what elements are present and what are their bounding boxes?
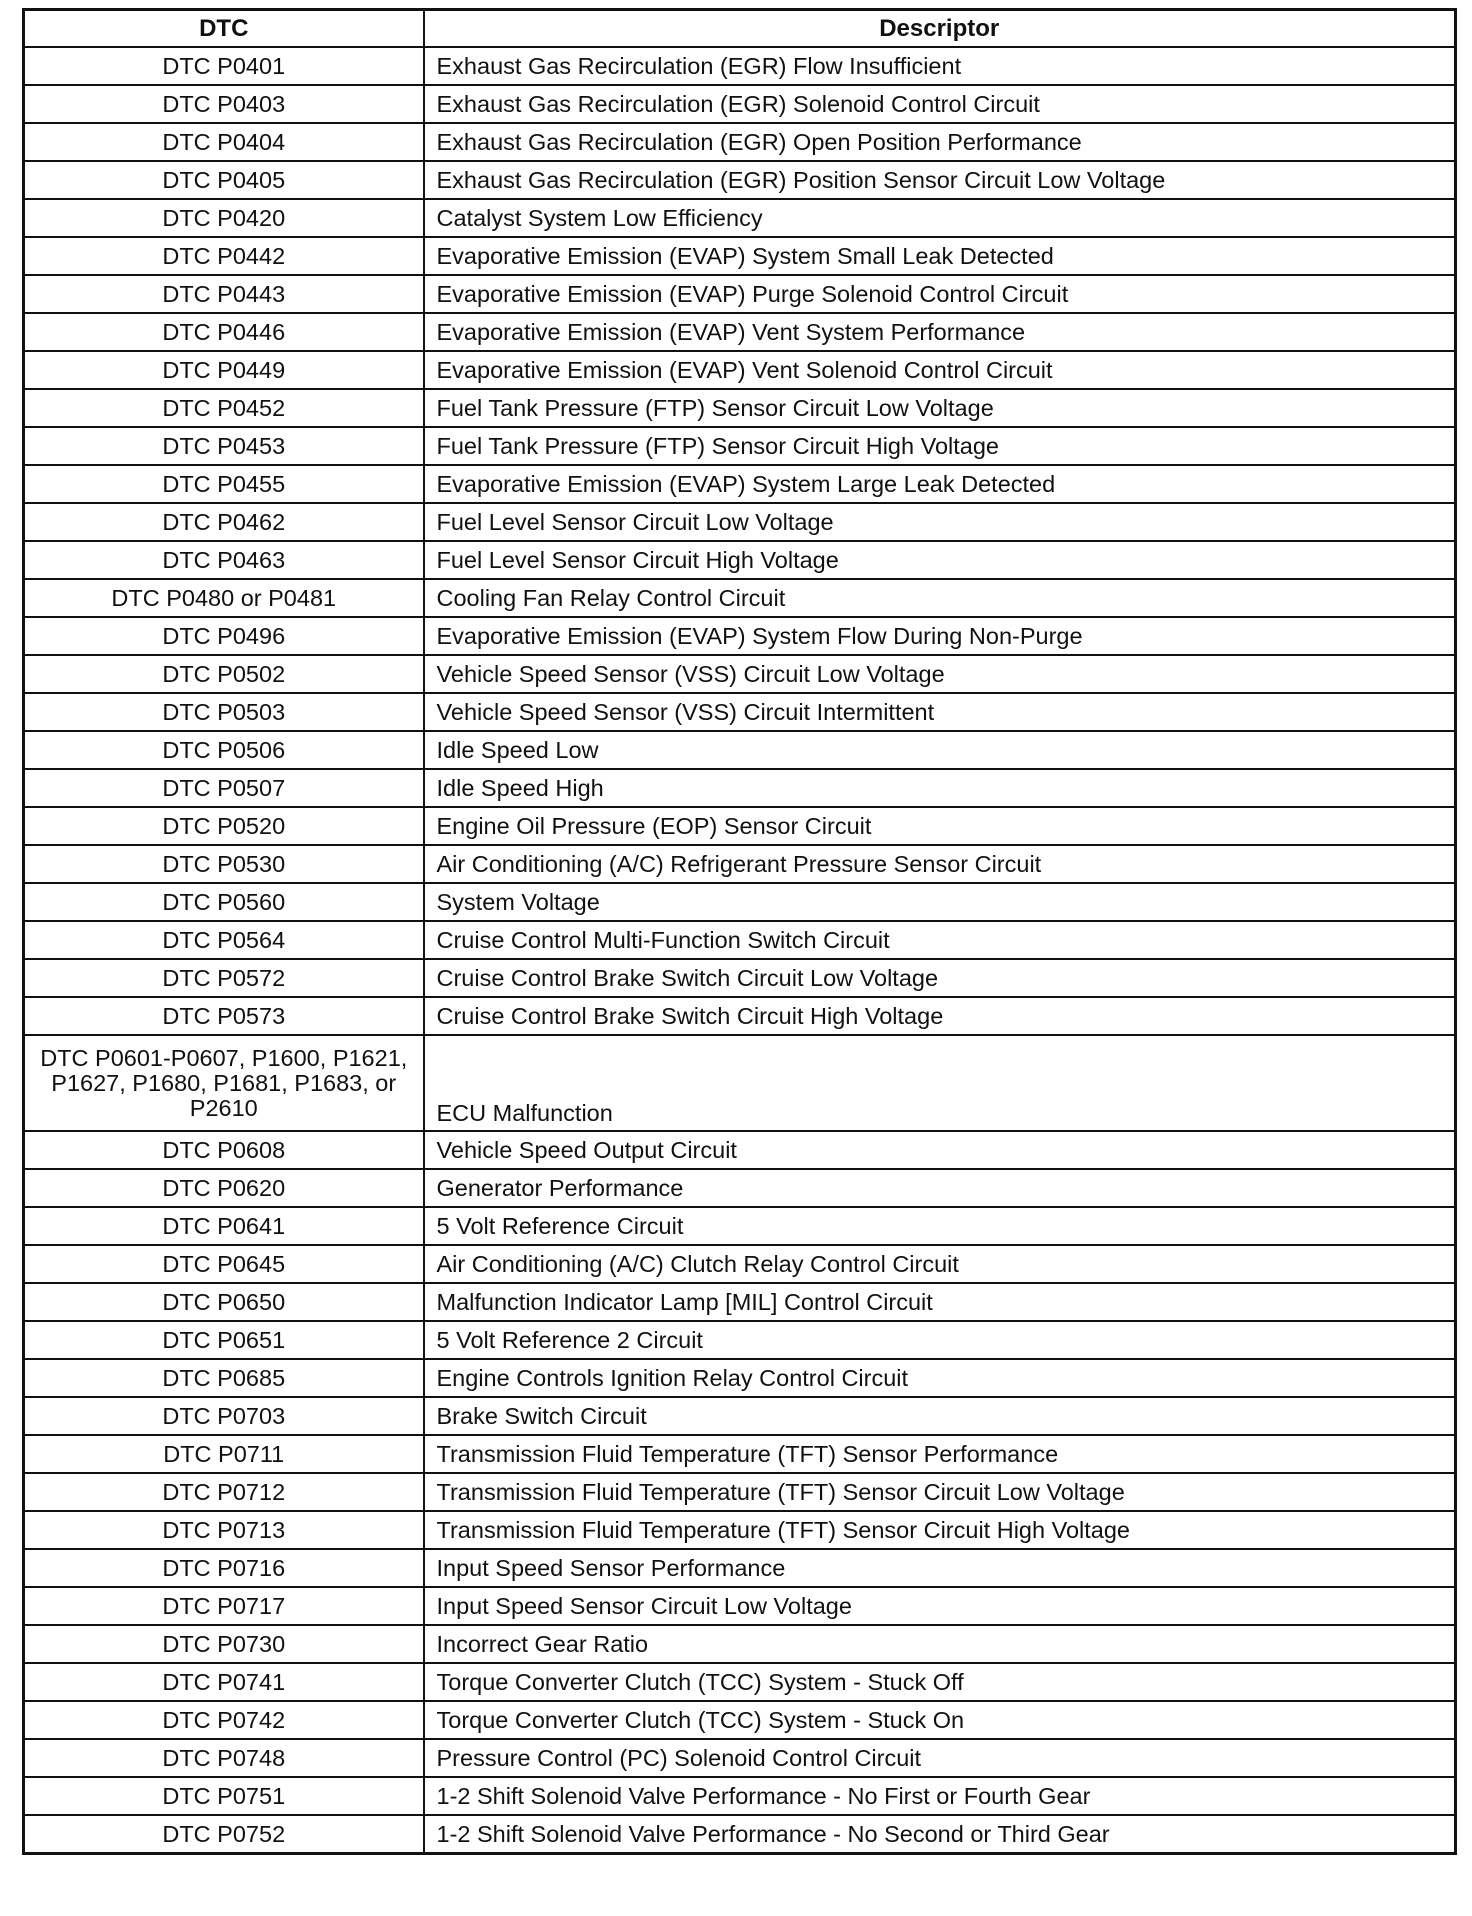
table-row [24, 883, 1456, 921]
descriptor-cell: Evaporative Emission (EVAP) Vent Solenoid Control Circuit [424, 351, 1456, 389]
dtc-code-cell: DTC P0453 [24, 427, 424, 465]
descriptor-cell: ECU Malfunction [424, 1035, 1456, 1131]
descriptor-cell: Fuel Level Sensor Circuit High Voltage [424, 541, 1456, 579]
dtc-code-cell: DTC P0711 [24, 1435, 424, 1473]
dtc-code-cell: DTC P0420 [24, 199, 424, 237]
table-row [24, 579, 1456, 617]
dtc-code-cell: DTC P0564 [24, 921, 424, 959]
dtc-code-cell: DTC P0560 [24, 883, 424, 921]
table-row [24, 1663, 1456, 1701]
table-row [24, 237, 1456, 275]
table-row [24, 1359, 1456, 1397]
dtc-code-cell: DTC P0685 [24, 1359, 424, 1397]
descriptor-cell: Vehicle Speed Sensor (VSS) Circuit Intermittent [424, 693, 1456, 731]
dtc-code-cell: DTC P0650 [24, 1283, 424, 1321]
descriptor-cell: Idle Speed Low [424, 731, 1456, 769]
dtc-code-cell: DTC P0403 [24, 85, 424, 123]
column-header-descriptor: Descriptor [424, 10, 1456, 48]
table-row [24, 1625, 1456, 1663]
dtc-code-cell: DTC P0463 [24, 541, 424, 579]
dtc-code-cell: DTC P0404 [24, 123, 424, 161]
dtc-code-cell: DTC P0608 [24, 1131, 424, 1169]
descriptor-cell: Fuel Tank Pressure (FTP) Sensor Circuit High Voltage [424, 427, 1456, 465]
dtc-code-cell: DTC P0641 [24, 1207, 424, 1245]
table-row [24, 1207, 1456, 1245]
table-row [24, 1701, 1456, 1739]
descriptor-cell: 1-2 Shift Solenoid Valve Performance - No First or Fourth Gear [424, 1777, 1456, 1815]
table-row [24, 655, 1456, 693]
dtc-code-cell: DTC P0502 [24, 655, 424, 693]
descriptor-cell: Transmission Fluid Temperature (TFT) Sensor Performance [424, 1435, 1456, 1473]
descriptor-cell: Air Conditioning (A/C) Refrigerant Pressure Sensor Circuit [424, 845, 1456, 883]
table-row [24, 807, 1456, 845]
table-row [24, 921, 1456, 959]
table-row [24, 1169, 1456, 1207]
table-row [24, 1739, 1456, 1777]
table-row [24, 541, 1456, 579]
dtc-code-cell: DTC P0446 [24, 313, 424, 351]
descriptor-cell: Pressure Control (PC) Solenoid Control Circuit [424, 1739, 1456, 1777]
table-row [24, 1473, 1456, 1511]
descriptor-cell: Air Conditioning (A/C) Clutch Relay Control Circuit [424, 1245, 1456, 1283]
dtc-code-cell: DTC P0401 [24, 47, 424, 85]
descriptor-cell: Vehicle Speed Sensor (VSS) Circuit Low Voltage [424, 655, 1456, 693]
descriptor-cell: System Voltage [424, 883, 1456, 921]
dtc-code-cell: DTC P0442 [24, 237, 424, 275]
descriptor-cell: Vehicle Speed Output Circuit [424, 1131, 1456, 1169]
dtc-code-cell: DTC P0455 [24, 465, 424, 503]
dtc-code-cell: DTC P0620 [24, 1169, 424, 1207]
dtc-code-cell: DTC P0741 [24, 1663, 424, 1701]
dtc-code-cell: DTC P0572 [24, 959, 424, 997]
table-row [24, 731, 1456, 769]
dtc-code-cell: DTC P0752 [24, 1815, 424, 1854]
dtc-code-cell: DTC P0645 [24, 1245, 424, 1283]
dtc-code-cell: DTC P0506 [24, 731, 424, 769]
table-row [24, 617, 1456, 655]
table-row [24, 1549, 1456, 1587]
descriptor-cell: Engine Controls Ignition Relay Control Circuit [424, 1359, 1456, 1397]
dtc-code-cell: DTC P0443 [24, 275, 424, 313]
table-row [24, 123, 1456, 161]
descriptor-cell: Transmission Fluid Temperature (TFT) Sensor Circuit High Voltage [424, 1511, 1456, 1549]
dtc-code-cell: DTC P0742 [24, 1701, 424, 1739]
descriptor-cell: Malfunction Indicator Lamp [MIL] Control Circuit [424, 1283, 1456, 1321]
dtc-code-cell: DTC P0601-P0607, P1600, P1621, P1627, P1680, P1681, P1683, or P2610 [24, 1035, 424, 1131]
column-header-dtc: DTC [24, 10, 424, 48]
table-row [24, 351, 1456, 389]
dtc-code-cell: DTC P0751 [24, 1777, 424, 1815]
dtc-code-cell: DTC P0713 [24, 1511, 424, 1549]
descriptor-cell: Brake Switch Circuit [424, 1397, 1456, 1435]
descriptor-cell: Evaporative Emission (EVAP) System Flow During Non-Purge [424, 617, 1456, 655]
dtc-code-cell: DTC P0712 [24, 1473, 424, 1511]
dtc-code-cell: DTC P0730 [24, 1625, 424, 1663]
dtc-code-cell: DTC P0480 or P0481 [24, 579, 424, 617]
table-row [24, 769, 1456, 807]
dtc-code-cell: DTC P0748 [24, 1739, 424, 1777]
table-row [24, 959, 1456, 997]
dtc-code-cell: DTC P0573 [24, 997, 424, 1035]
descriptor-cell: Evaporative Emission (EVAP) Vent System Performance [424, 313, 1456, 351]
descriptor-cell: Cruise Control Multi-Function Switch Circuit [424, 921, 1456, 959]
descriptor-cell: Fuel Tank Pressure (FTP) Sensor Circuit Low Voltage [424, 389, 1456, 427]
dtc-code-cell: DTC P0462 [24, 503, 424, 541]
descriptor-cell: Exhaust Gas Recirculation (EGR) Open Position Performance [424, 123, 1456, 161]
descriptor-cell: Input Speed Sensor Circuit Low Voltage [424, 1587, 1456, 1625]
table-row [24, 161, 1456, 199]
descriptor-cell: Evaporative Emission (EVAP) System Small Leak Detected [424, 237, 1456, 275]
document-page [22, 8, 1454, 1855]
dtc-code-cell: DTC P0405 [24, 161, 424, 199]
table-row [24, 1035, 1456, 1131]
table-row [24, 1511, 1456, 1549]
table-row [24, 389, 1456, 427]
table-row [24, 1435, 1456, 1473]
dtc-code-cell: DTC P0496 [24, 617, 424, 655]
descriptor-cell: Transmission Fluid Temperature (TFT) Sensor Circuit Low Voltage [424, 1473, 1456, 1511]
descriptor-cell: Exhaust Gas Recirculation (EGR) Flow Insufficient [424, 47, 1456, 85]
table-row [24, 1321, 1456, 1359]
descriptor-cell: 5 Volt Reference Circuit [424, 1207, 1456, 1245]
descriptor-cell: Torque Converter Clutch (TCC) System - Stuck On [424, 1701, 1456, 1739]
table-row [24, 313, 1456, 351]
descriptor-cell: 1-2 Shift Solenoid Valve Performance - No Second or Third Gear [424, 1815, 1456, 1854]
dtc-code-cell: DTC P0452 [24, 389, 424, 427]
dtc-code-cell: DTC P0651 [24, 1321, 424, 1359]
descriptor-cell: Input Speed Sensor Performance [424, 1549, 1456, 1587]
table-row [24, 275, 1456, 313]
dtc-code-cell: DTC P0717 [24, 1587, 424, 1625]
dtc-code-cell: DTC P0703 [24, 1397, 424, 1435]
descriptor-cell: 5 Volt Reference 2 Circuit [424, 1321, 1456, 1359]
dtc-code-cell: DTC P0530 [24, 845, 424, 883]
descriptor-cell: Evaporative Emission (EVAP) Purge Solenoid Control Circuit [424, 275, 1456, 313]
table-row [24, 85, 1456, 123]
dtc-code-cell: DTC P0520 [24, 807, 424, 845]
descriptor-cell: Idle Speed High [424, 769, 1456, 807]
table-row [24, 1587, 1456, 1625]
descriptor-cell: Torque Converter Clutch (TCC) System - Stuck Off [424, 1663, 1456, 1701]
dtc-code-cell: DTC P0503 [24, 693, 424, 731]
table-row [24, 1131, 1456, 1169]
table-row [24, 427, 1456, 465]
table-row [24, 503, 1456, 541]
dtc-code-cell: DTC P0449 [24, 351, 424, 389]
dtc-code-cell: DTC P0716 [24, 1549, 424, 1587]
table-row [24, 693, 1456, 731]
table-row [24, 997, 1456, 1035]
table-row [24, 1283, 1456, 1321]
table-row [24, 1777, 1456, 1815]
table-row [24, 1245, 1456, 1283]
table-row [24, 1815, 1456, 1854]
descriptor-cell: Evaporative Emission (EVAP) System Large Leak Detected [424, 465, 1456, 503]
dtc-descriptor-table [22, 8, 1457, 1855]
descriptor-cell: Incorrect Gear Ratio [424, 1625, 1456, 1663]
table-body [24, 47, 1456, 1854]
table-row [24, 1397, 1456, 1435]
table-row [24, 47, 1456, 85]
descriptor-cell: Engine Oil Pressure (EOP) Sensor Circuit [424, 807, 1456, 845]
table-row [24, 465, 1456, 503]
table-row [24, 845, 1456, 883]
descriptor-cell: Cooling Fan Relay Control Circuit [424, 579, 1456, 617]
descriptor-cell: Fuel Level Sensor Circuit Low Voltage [424, 503, 1456, 541]
descriptor-cell: Cruise Control Brake Switch Circuit Low Voltage [424, 959, 1456, 997]
descriptor-cell: Exhaust Gas Recirculation (EGR) Solenoid Control Circuit [424, 85, 1456, 123]
descriptor-cell: Catalyst System Low Efficiency [424, 199, 1456, 237]
dtc-code-cell: DTC P0507 [24, 769, 424, 807]
descriptor-cell: Exhaust Gas Recirculation (EGR) Position Sensor Circuit Low Voltage [424, 161, 1456, 199]
descriptor-cell: Generator Performance [424, 1169, 1456, 1207]
descriptor-cell: Cruise Control Brake Switch Circuit High Voltage [424, 997, 1456, 1035]
table-header [24, 10, 1456, 48]
table-row [24, 199, 1456, 237]
header-row [24, 10, 1456, 48]
